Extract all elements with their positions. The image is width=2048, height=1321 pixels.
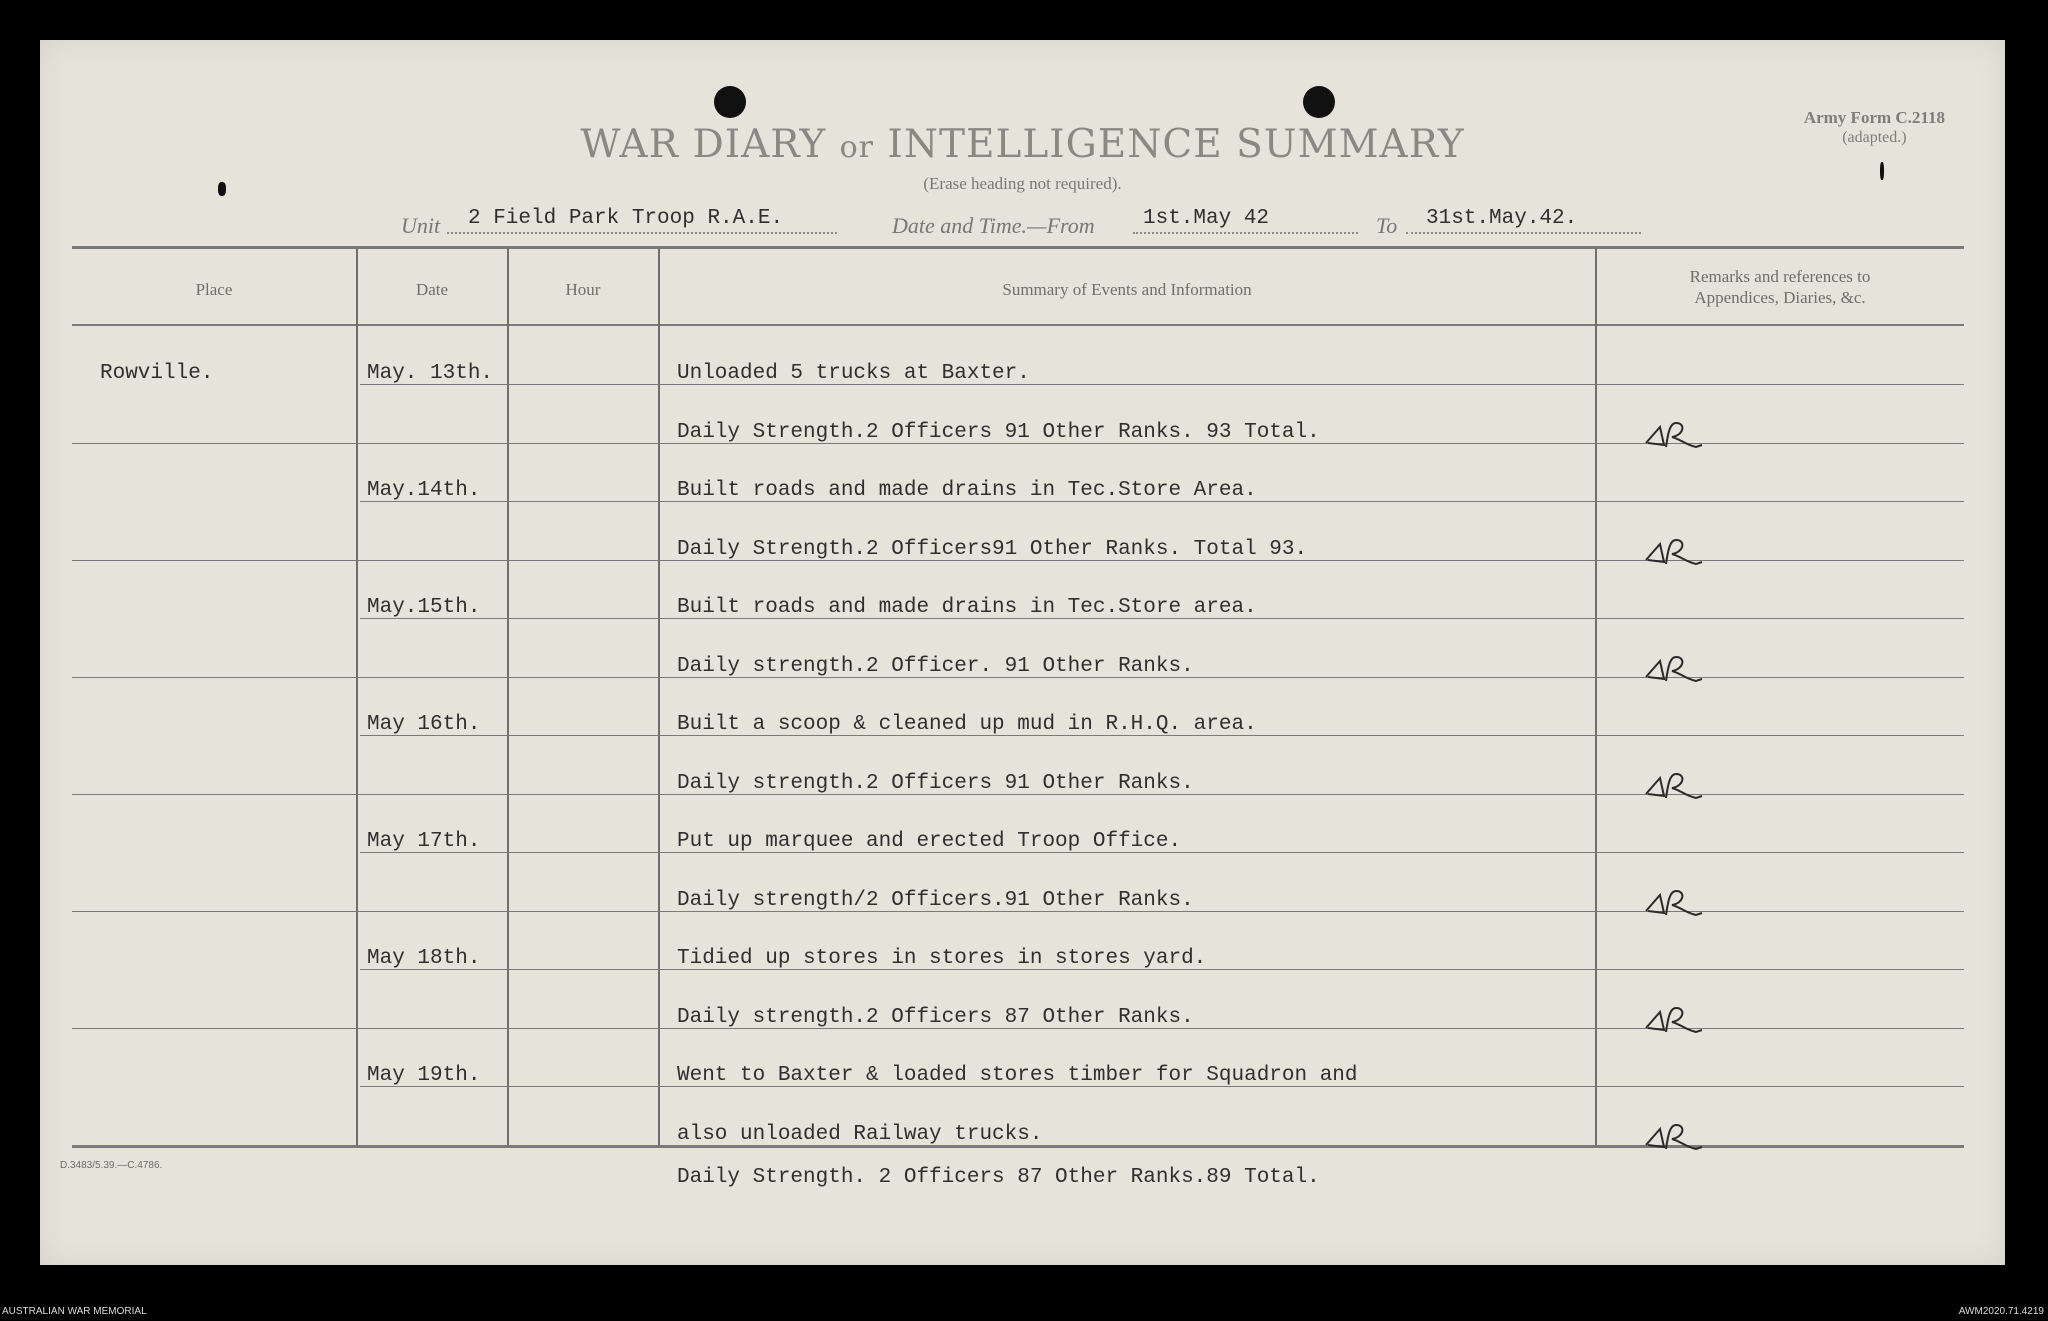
divider-date-hour: [507, 248, 509, 1146]
entry-summary: Daily strength.2 Officers 91 Other Ranks.: [677, 771, 1194, 795]
entry-date: May 18th.: [367, 947, 481, 970]
row-rule: [360, 852, 1964, 853]
column-header-hour: Hour: [565, 280, 601, 299]
from-underline: [1133, 232, 1358, 234]
column-header-date: Date: [415, 280, 449, 299]
entry-summary: Tidied up stores in stores in stores yard.: [677, 947, 1207, 970]
entry-summary: Daily Strength.2 Officers 91 Other Ranks. 93 Total.: [677, 420, 1320, 444]
column-header-remarks: Remarks and references to Appendices, Diaries, &c.: [1689, 267, 1871, 307]
divider-hour-summary: [658, 248, 660, 1146]
entry-summary: Built roads and made drains in Tec.Store Area.: [677, 479, 1257, 502]
entry-summary: Went to Baxter & loaded stores timber for Squadron and: [677, 1064, 1358, 1087]
entry-summary: Daily Strength.2 Officers91 Other Ranks. Total 93.: [677, 537, 1308, 561]
entry-date: May 19th.: [367, 1064, 481, 1087]
form-title: WAR DIARY or INTELLIGENCE SUMMARY: [580, 122, 1465, 167]
row-rule: [360, 1086, 1964, 1087]
initials-signature: [1640, 998, 1730, 1047]
unit-underline: [447, 232, 837, 234]
initials-signature: [1640, 881, 1730, 930]
entry-date: May 16th.: [367, 713, 481, 736]
unit-label: Unit: [401, 213, 441, 238]
initials-signature: [1640, 647, 1730, 696]
entry-place: Rowville.: [100, 362, 214, 385]
column-header-summary: Summary of Events and Information: [1002, 280, 1252, 299]
row-rule: [360, 969, 1964, 970]
initials-signature: [1640, 1115, 1730, 1164]
initials-signature: [1640, 413, 1730, 462]
divider-summary-remarks: [1595, 248, 1597, 1146]
row-rule: [360, 618, 1964, 619]
entry-summary: also unloaded Railway trucks.: [677, 1122, 1043, 1146]
entry-summary: Daily strength.2 Officer. 91 Other Ranks.: [677, 654, 1194, 678]
punch-hole-left: [714, 86, 746, 118]
entry-date: May.15th.: [367, 596, 481, 619]
date-label: Date and Time.—From: [892, 213, 1095, 238]
row-rule: [360, 735, 1964, 736]
caption-right: AWM2020.71.4219: [1958, 1306, 2044, 1317]
entry-summary: Built roads and made drains in Tec.Store area.: [677, 596, 1257, 619]
entry-date: May.14th.: [367, 479, 481, 502]
entry-summary: Unloaded 5 trucks at Baxter.: [677, 362, 1030, 385]
army-form-number: Army Form C.2118 (adapted.): [1803, 108, 1945, 146]
row-rule: [360, 384, 1964, 385]
initials-signature: [1640, 764, 1730, 813]
entry-summary: Daily strength.2 Officers 87 Other Ranks.: [677, 1005, 1194, 1029]
unit-value: 2 Field Park Troop R.A.E.: [468, 207, 784, 230]
caption-left: AUSTRALIAN WAR MEMORIAL: [2, 1306, 147, 1317]
entry-date: May 17th.: [367, 830, 481, 853]
to-label: To: [1376, 213, 1398, 238]
initials-signature: [1640, 530, 1730, 579]
to-value: 31st.May.42.: [1426, 207, 1578, 230]
form-print-code: D.3483/5.39.—C.4786.: [60, 1160, 163, 1171]
column-header-place: Place: [195, 280, 233, 299]
trailing-strength-line: Daily Strength. 2 Officers 87 Other Ranks.89 Total.: [677, 1166, 1320, 1189]
divider-place-date: [356, 248, 358, 1146]
to-underline: [1406, 232, 1641, 234]
entry-summary: Daily strength/2 Officers.91 Other Ranks.: [677, 888, 1194, 912]
entry-summary: Built a scoop & cleaned up mud in R.H.Q. area.: [677, 713, 1257, 736]
punch-hole-right: [1303, 86, 1335, 118]
form-subtitle: (Erase heading not required).: [923, 174, 1122, 193]
from-value: 1st.May 42: [1143, 207, 1270, 230]
entry-summary: Put up marquee and erected Troop Office.: [677, 830, 1182, 853]
entry-date: May. 13th.: [367, 362, 494, 385]
row-rule: [360, 501, 1964, 502]
